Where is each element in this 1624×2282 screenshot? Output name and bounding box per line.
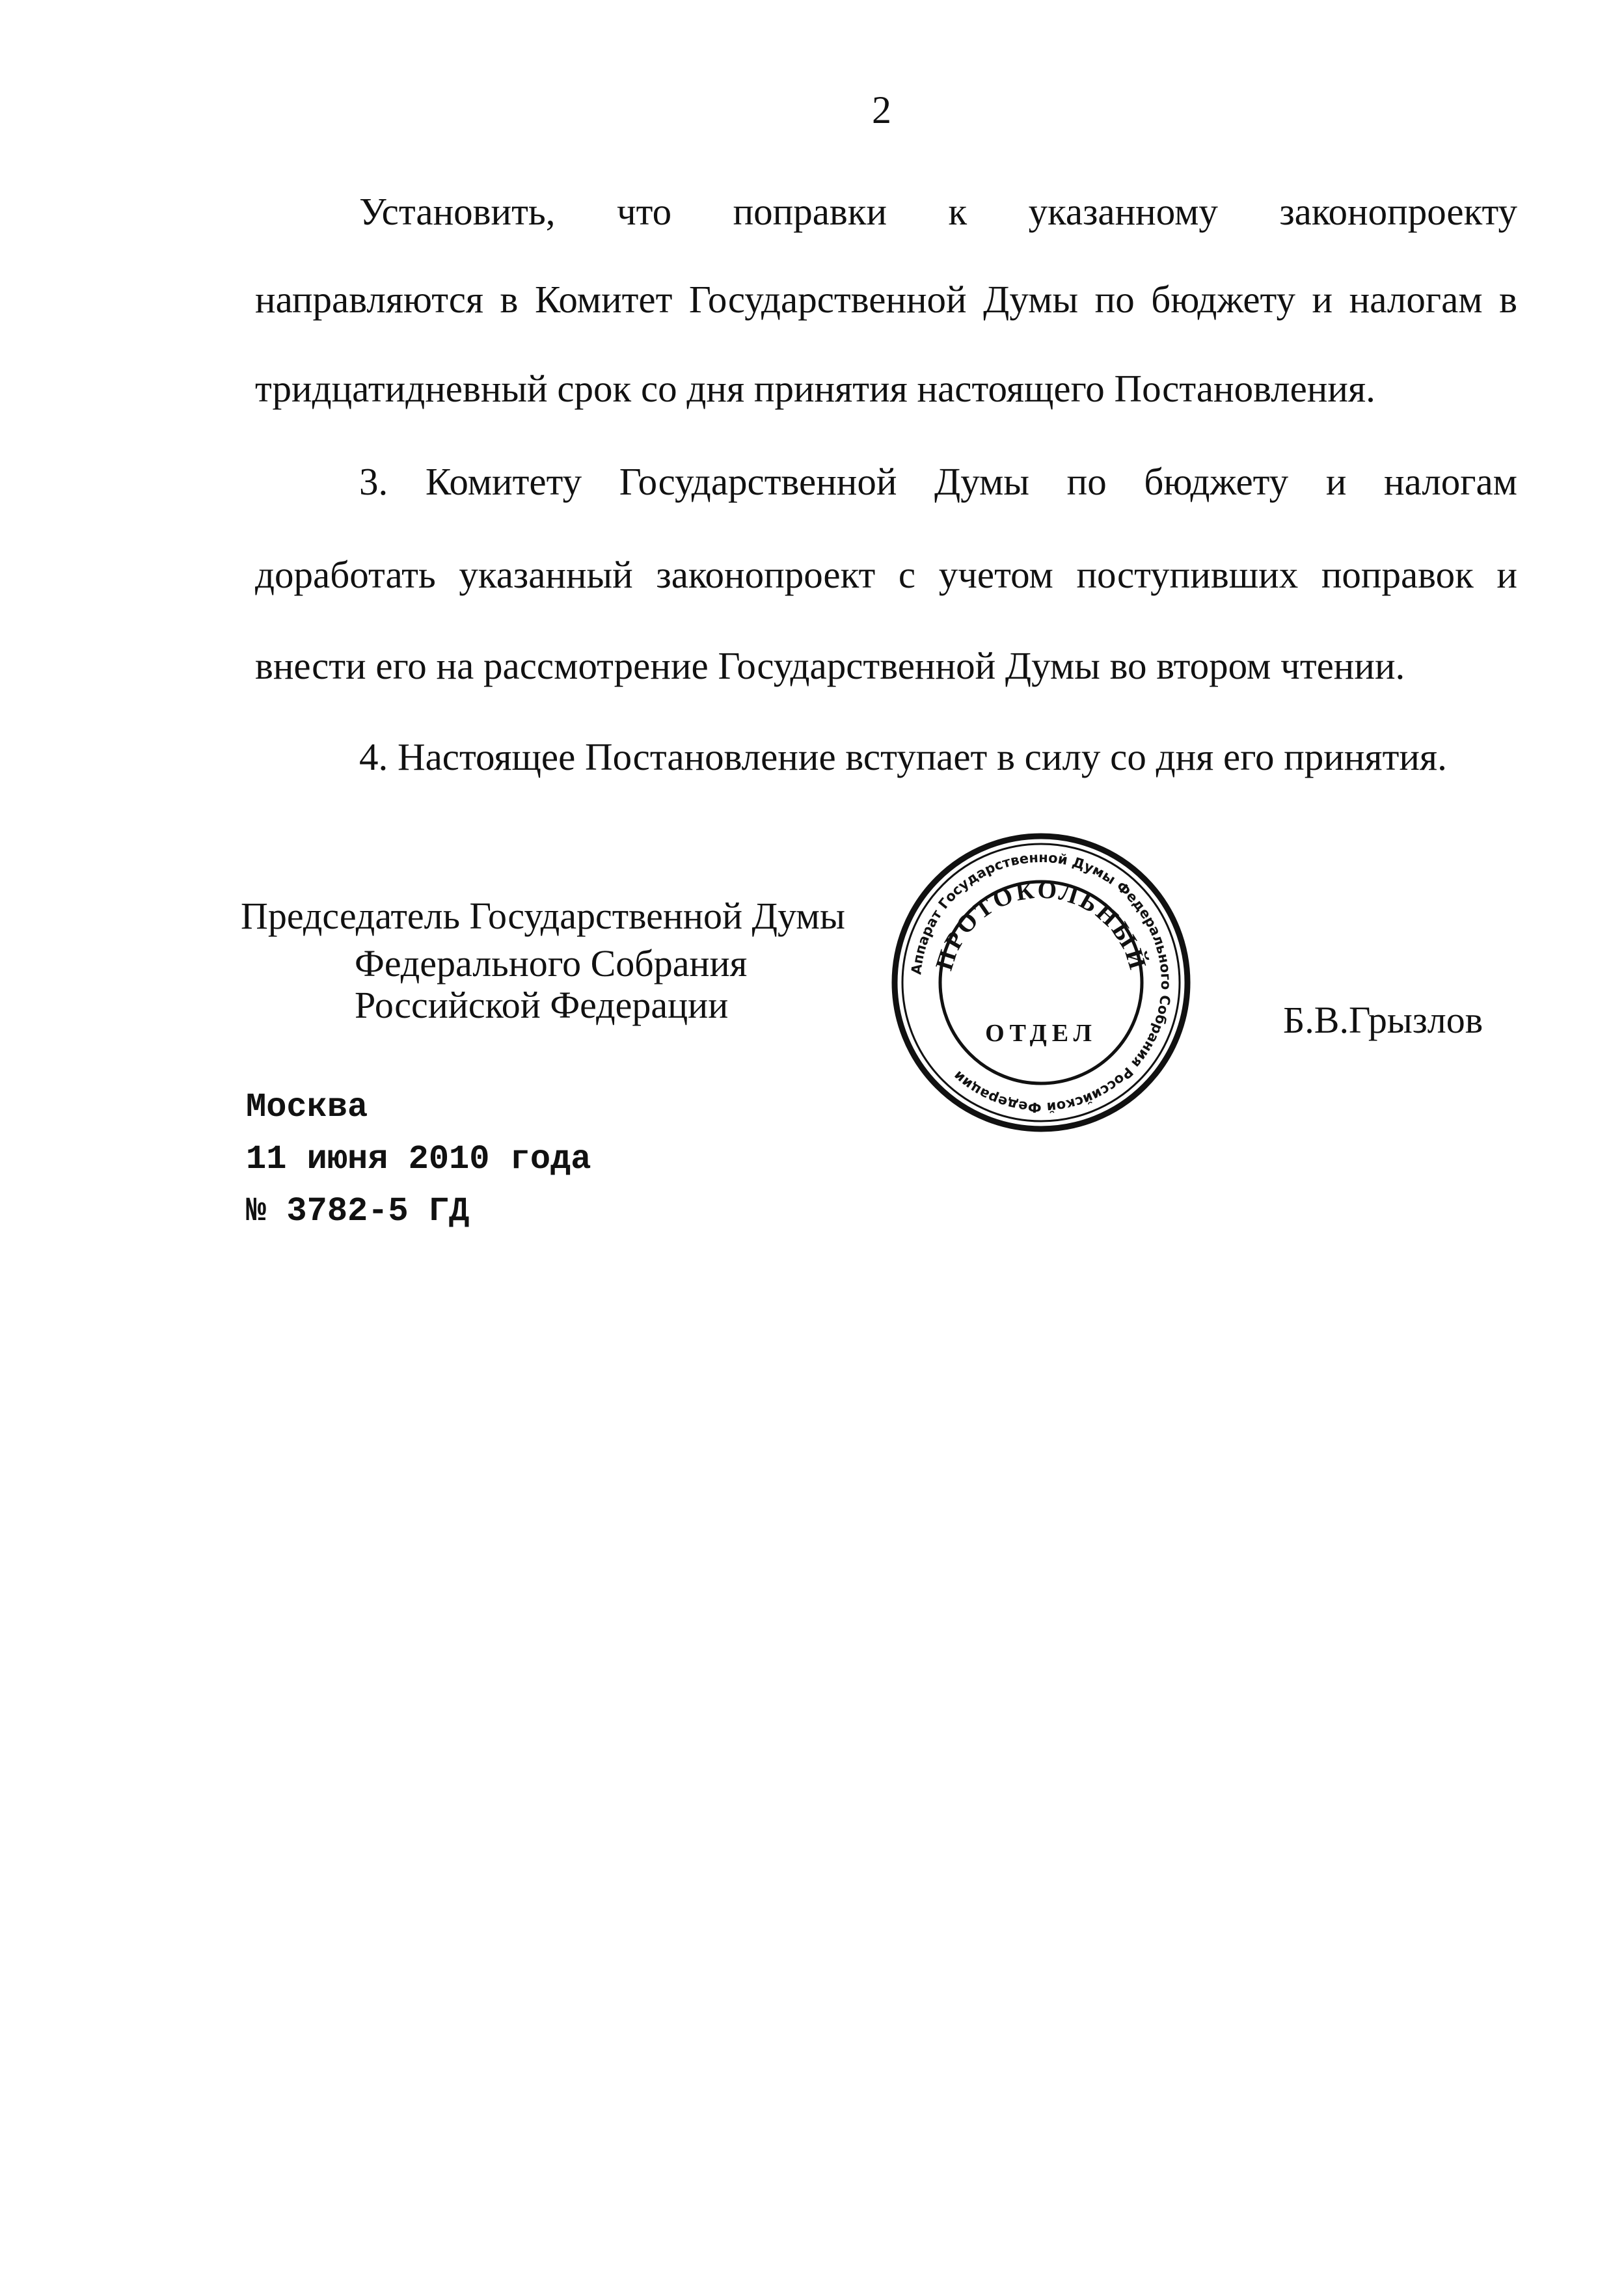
signatory-title-line2: Федерального Собрания — [355, 942, 748, 985]
signatory-title-line3: Российской Федерации — [355, 984, 729, 1026]
body-line: Установить, что поправки к указанному законопроекту — [359, 190, 1517, 233]
signatory-title-line1: Председатель Государственной Думы — [241, 895, 845, 937]
signatory-name: Б.В.Грызлов — [1283, 999, 1483, 1041]
stamp-ring-text: Аппарат Государственной Думы Федерального Собрания Российской Федерации — [908, 849, 1174, 1116]
stamp-center-text: ОТДЕЛ — [985, 1020, 1097, 1047]
body-line: внести его на рассмотрение Государственной Думы во втором чтении. — [255, 644, 1405, 687]
body-line: 3. Комитету Государственной Думы по бюджету и налогам — [359, 460, 1517, 503]
official-stamp — [885, 826, 1197, 1139]
city: Москва — [246, 1088, 368, 1126]
body-line: направляются в Комитет Государственной Думы по бюджету и налогам в — [255, 278, 1517, 321]
body-line: 4. Настоящее Постановление вступает в силу со дня его принятия. — [359, 735, 1447, 778]
document-number: № 3782-5 ГД — [246, 1192, 470, 1230]
date: 11 июня 2010 года — [246, 1140, 591, 1178]
stamp-inner-text: ПРОТОКОЛЬНЫЙ — [930, 876, 1152, 975]
page-number: 2 — [872, 88, 891, 131]
body-line: тридцатидневный срок со дня принятия настоящего Постановления. — [255, 367, 1375, 410]
body-line: доработать указанный законопроект с учетом поступивших поправок и — [255, 553, 1517, 596]
